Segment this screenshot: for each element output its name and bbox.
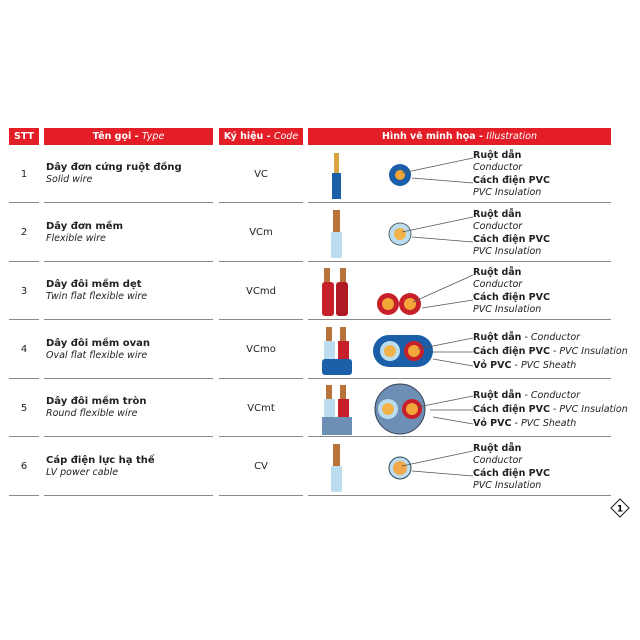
label-en: Conductor bbox=[530, 390, 581, 401]
label-vi: Ruột dẫn bbox=[473, 390, 522, 401]
wire-illustration bbox=[318, 379, 468, 437]
row-stt: 2 bbox=[20, 227, 28, 238]
label-separator: - bbox=[511, 418, 521, 429]
table-row bbox=[0, 145, 640, 203]
label-en: PVC Sheath bbox=[520, 418, 577, 429]
row-type bbox=[46, 455, 155, 479]
header-stt bbox=[9, 128, 39, 145]
type-en: Solid wire bbox=[46, 174, 93, 185]
label-0 bbox=[473, 209, 522, 233]
divider bbox=[308, 495, 611, 496]
page-number-badge bbox=[610, 498, 630, 518]
label-vi: Cách điện PVC bbox=[473, 175, 550, 186]
row-stt: 3 bbox=[20, 285, 28, 297]
label-2 bbox=[473, 360, 576, 372]
label-1 bbox=[473, 346, 628, 358]
label-vi: Ruột dẫn bbox=[473, 150, 522, 161]
label-separator: - bbox=[549, 404, 560, 415]
wire-illustration bbox=[318, 204, 468, 262]
label-2 bbox=[473, 418, 576, 430]
type-vi: Cáp điện lực hạ thế bbox=[46, 454, 155, 466]
type-vi: Dây đôi mềm tròn bbox=[46, 396, 147, 407]
row-code: VCmt bbox=[247, 402, 275, 414]
header-illustration-en: Illustration bbox=[486, 131, 537, 142]
row-code: VCmo bbox=[246, 344, 276, 355]
label-en: PVC Insulation bbox=[559, 404, 628, 415]
wire-illustration bbox=[318, 262, 468, 320]
type-en: Flexible wire bbox=[46, 232, 106, 244]
label-vi: Cách điện PVC bbox=[473, 233, 550, 245]
row-stt: 1 bbox=[20, 168, 28, 180]
header-illustration-vi: Hình vẽ minh họa bbox=[382, 131, 476, 142]
label-en: Conductor bbox=[473, 220, 523, 232]
header-code-en: Code bbox=[273, 131, 299, 142]
row-stt: 6 bbox=[20, 461, 28, 472]
table-row bbox=[0, 262, 640, 320]
label-1 bbox=[473, 468, 550, 492]
label-separator: - bbox=[521, 331, 531, 343]
label-vi: Cách điện PVC bbox=[473, 467, 550, 479]
label-1 bbox=[473, 175, 550, 199]
row-stt: 5 bbox=[20, 402, 28, 414]
row-type bbox=[46, 162, 182, 186]
row-stt: 4 bbox=[20, 344, 28, 355]
row-type bbox=[46, 338, 150, 362]
row-code: CV bbox=[254, 461, 268, 472]
table-row bbox=[0, 438, 640, 496]
row-type bbox=[46, 221, 123, 245]
label-vi: Vỏ PVC bbox=[473, 418, 512, 429]
label-vi: Ruột dẫn bbox=[473, 267, 522, 278]
row-code: VCmd bbox=[246, 285, 276, 297]
label-vi: Ruột dẫn bbox=[473, 442, 522, 454]
header-stt-label: STT bbox=[13, 131, 35, 142]
row-code: VC bbox=[254, 168, 268, 180]
divider bbox=[44, 495, 213, 496]
type-en: LV power cable bbox=[46, 466, 119, 478]
header-illustration: Hình vẽ minh họa - Illustration bbox=[308, 128, 611, 145]
label-separator: - bbox=[521, 390, 531, 401]
wire-illustration bbox=[318, 321, 468, 379]
label-en: Conductor bbox=[473, 162, 523, 173]
label-en: PVC Sheath bbox=[520, 359, 577, 371]
type-vi: Dây đơn cứng ruột đồng bbox=[46, 162, 182, 173]
header-type: Tên gọi - Type bbox=[44, 128, 213, 145]
label-0 bbox=[473, 443, 522, 467]
label-en: Conductor bbox=[473, 279, 523, 290]
label-en: Conductor bbox=[530, 331, 581, 343]
label-en: PVC Insulation bbox=[473, 187, 542, 198]
type-en: Twin flat flexible wire bbox=[46, 291, 148, 302]
wire-illustration bbox=[318, 145, 468, 203]
label-en: PVC Insulation bbox=[473, 304, 542, 315]
type-en: Oval flat flexible wire bbox=[46, 349, 148, 361]
label-1 bbox=[473, 404, 628, 416]
table-row bbox=[0, 379, 640, 437]
label-1 bbox=[473, 292, 550, 316]
header-code-vi: Ký hiệu bbox=[223, 131, 264, 142]
type-vi: Dây đôi mềm ovan bbox=[46, 337, 151, 349]
table-row bbox=[0, 204, 640, 262]
wire-illustration bbox=[318, 438, 468, 496]
label-0 bbox=[473, 390, 580, 402]
header-type-vi: Tên gọi bbox=[92, 131, 132, 142]
label-vi: Ruột dẫn bbox=[473, 331, 522, 343]
label-vi: Cách điện PVC bbox=[473, 292, 550, 303]
page-number: 1 bbox=[616, 504, 624, 515]
label-0 bbox=[473, 332, 580, 344]
label-0 bbox=[473, 267, 522, 291]
header-type-en: Type bbox=[141, 131, 165, 142]
label-en: PVC Insulation bbox=[473, 245, 542, 257]
type-en: Round flexible wire bbox=[46, 408, 138, 419]
label-en: PVC Insulation bbox=[473, 479, 542, 491]
label-separator: - bbox=[511, 359, 521, 371]
table-row bbox=[0, 321, 640, 379]
label-1 bbox=[473, 234, 550, 258]
label-separator: - bbox=[549, 345, 560, 357]
row-type bbox=[46, 396, 146, 420]
row-type bbox=[46, 279, 147, 303]
label-0 bbox=[473, 150, 522, 174]
label-vi: Vỏ PVC bbox=[473, 359, 512, 371]
type-vi: Dây đơn mềm bbox=[46, 220, 123, 232]
divider bbox=[9, 495, 39, 496]
header-code: Ký hiệu - Code bbox=[219, 128, 303, 145]
label-vi: Cách điện PVC bbox=[473, 345, 550, 357]
label-vi: Ruột dẫn bbox=[473, 208, 522, 220]
label-en: Conductor bbox=[473, 454, 523, 466]
label-vi: Cách điện PVC bbox=[473, 404, 550, 415]
type-vi: Dây đôi mềm dẹt bbox=[46, 279, 142, 290]
label-en: PVC Insulation bbox=[559, 345, 628, 357]
divider bbox=[219, 495, 303, 496]
row-code: VCm bbox=[249, 227, 273, 238]
